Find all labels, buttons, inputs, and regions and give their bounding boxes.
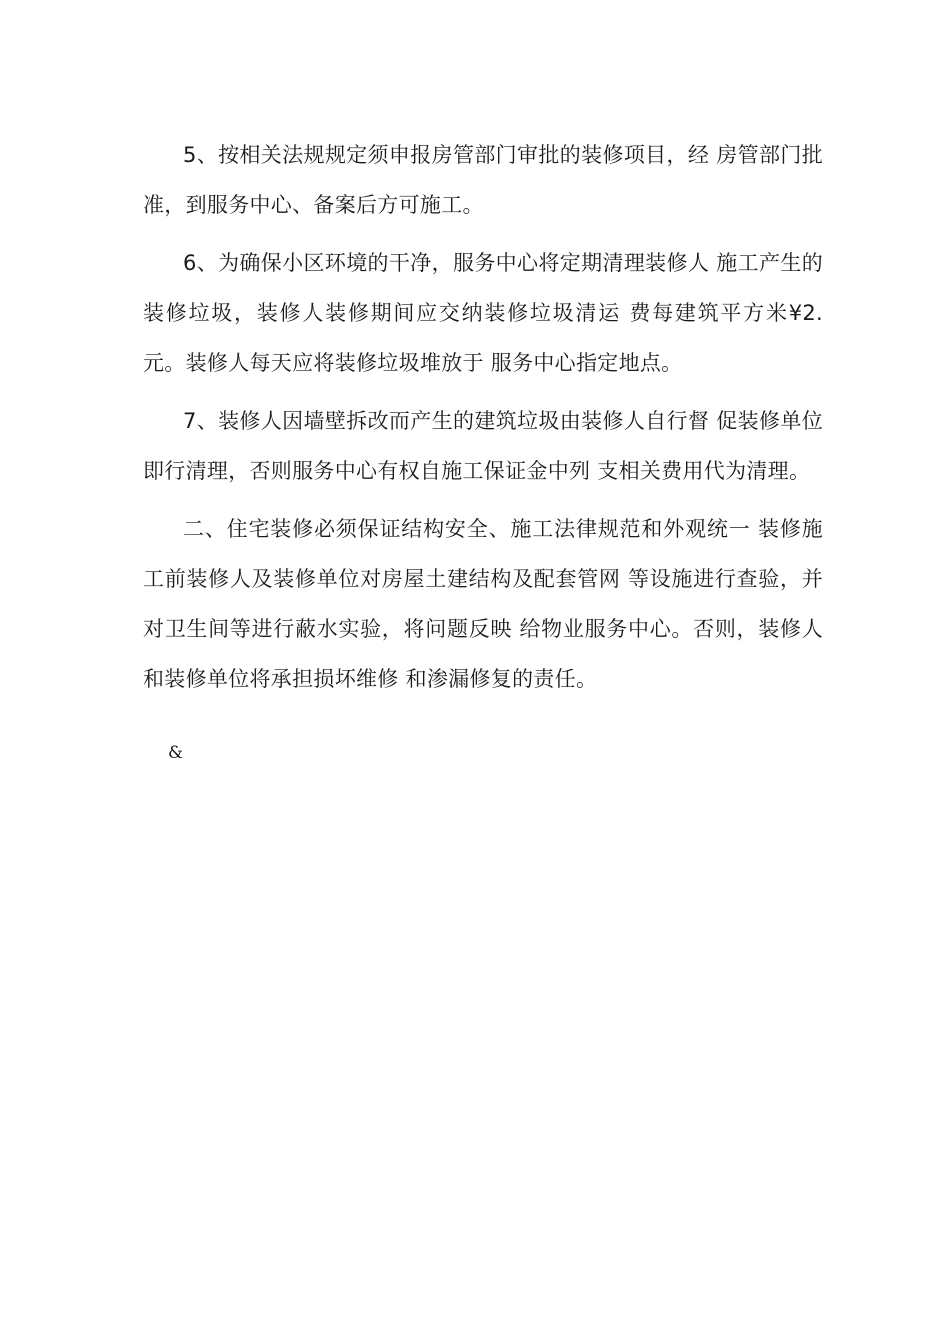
paragraph-item-7: 7、装修人因墙壁拆改而产生的建筑垃圾由装修人自行督 促装修单位即行清理，否则服务中心有权自施工保证金中列 支相关费用代为清理。 — [143, 409, 823, 483]
paragraph-item-5: 5、按相关法规规定须申报房管部门审批的装修项目，经 房管部门批准，到服务中心、备案后方可施工。 — [143, 143, 823, 217]
trailing-ampersand: & — [168, 743, 184, 763]
document-body — [143, 130, 823, 712]
paragraph-section-2: 二、住宅装修必须保证结构安全、施工法律规范和外观统一 装修施工前装修人及装修单位对房屋土建结构及配套管网 等设施进行查验，并对卫生间等进行蔽水实验，将问题反映 给物业服务中心。否则，装修人和装修单位将承担损坏维修 和渗漏修复的责任。 — [143, 517, 823, 691]
paragraph-item-6: 6、为确保小区环境的干净，服务中心将定期清理装修人 施工产生的装修垃圾，装修人装修期间应交纳装修垃圾清运 费每建筑平方米¥2.元。装修人每天应将装修垃圾堆放于 服务中心指定地点。 — [143, 251, 823, 375]
